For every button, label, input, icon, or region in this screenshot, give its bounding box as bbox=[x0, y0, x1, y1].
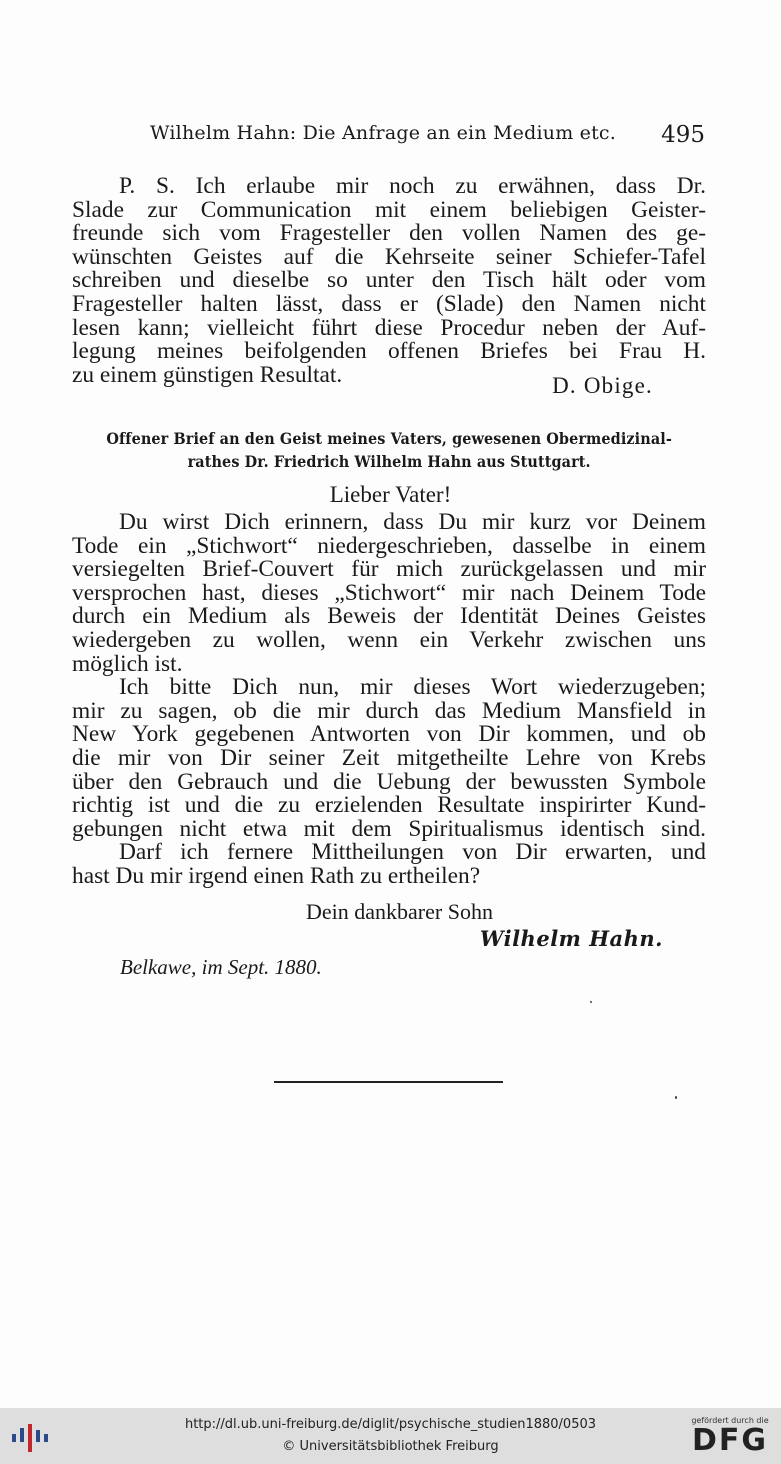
letter-line: mir zu sagen, ob die mir durch das Medium Mansfield in bbox=[72, 697, 706, 724]
dfg-funding-label: gefördert durch die bbox=[691, 1416, 769, 1425]
letter-salutation: Lieber Vater! bbox=[329, 482, 452, 507]
letter-closing: Dein dankbarer Sohn bbox=[306, 899, 493, 924]
letter-line: über den Gebrauch und die Uebung der bewussten Symbole bbox=[72, 768, 706, 795]
postscript-line: zu einem günstigen Resultat. bbox=[72, 361, 343, 388]
letter-line: versprochen hast, dieses „Stichwort“ mir nach Deinem Tode bbox=[72, 579, 706, 606]
postscript-signoff: D. Obige. bbox=[552, 373, 653, 398]
page-number: 495 bbox=[661, 122, 705, 148]
postscript-line: Fragesteller halten lässt, dass er (Slade) den Namen nicht bbox=[72, 290, 706, 317]
letter-heading-line: Offener Brief an den Geist meines Vaters, gewesenen Obermedizinal- bbox=[106, 429, 672, 448]
viewer-footer bbox=[0, 1408, 781, 1464]
running-header bbox=[150, 122, 705, 152]
letter-line: gebungen nicht etwa mit dem Spiritualismus identisch sind. bbox=[72, 815, 706, 842]
postscript-line: legung meines beifolgenden offenen Briefes bei Frau H. bbox=[72, 338, 706, 365]
letter-line: versiegelten Brief-Couvert für mich zurückgelassen und mir bbox=[72, 556, 706, 583]
letter-line: Tode ein „Stichwort“ niedergeschrieben, dasselbe in einem bbox=[72, 532, 706, 559]
section-divider bbox=[274, 1081, 503, 1083]
dfg-logo[interactable] bbox=[689, 1416, 771, 1460]
letter-line: durch ein Medium als Beweis der Identität Deines Geistes bbox=[72, 603, 706, 630]
letter-line: hast Du mir irgend einen Rath zu ertheilen? bbox=[72, 862, 481, 889]
letter-line: Du wirst Dich erinnern, dass Du mir kurz vor Deinem bbox=[119, 509, 706, 535]
postscript-line: schreiben und dieselbe so unter den Tisch hält oder vom bbox=[72, 267, 706, 294]
print-speck bbox=[590, 1001, 592, 1003]
letter-place-date: Belkawe, im Sept. 1880. bbox=[120, 955, 322, 979]
document-url-link[interactable]: http://dl.ub.uni-freiburg.de/diglit/psychische_studien1880/0503 bbox=[184, 1417, 597, 1432]
print-speck bbox=[675, 1096, 677, 1099]
postscript-line: Slade zur Communication mit einem beliebigen Geister- bbox=[72, 196, 706, 223]
postscript-line: lesen kann; vielleicht führt diese Procedur neben der Auf- bbox=[72, 314, 706, 341]
postscript-line: freunde sich vom Fragesteller den vollen Namen des ge- bbox=[72, 220, 706, 247]
postscript-line: wünschten Geistes auf die Kehrseite seiner Schiefer-Tafel bbox=[72, 243, 706, 270]
letter-signature: Wilhelm Hahn. bbox=[479, 926, 663, 951]
postscript-line: P. S. Ich erlaube mir noch zu erwähnen, dass Dr. bbox=[119, 173, 706, 199]
letter-line: richtig ist und die zu erzielenden Resultate inspirirter Kund- bbox=[72, 792, 706, 819]
letter-line: Ich bitte Dich nun, mir dieses Wort wiederzugeben; bbox=[119, 674, 706, 701]
letter-line: die mir von Dir seiner Zeit mitgetheilte Lehre von Krebs bbox=[72, 744, 706, 771]
letter-line: Darf ich fernere Mittheilungen von Dir erwarten, und bbox=[119, 839, 706, 866]
letter-body bbox=[72, 511, 706, 889]
dfg-logo-text: DFG bbox=[691, 1423, 769, 1458]
letter-line: möglich ist. bbox=[72, 650, 183, 677]
letter-line: wiedergeben zu wollen, wenn ein Verkehr zwischen uns bbox=[72, 626, 706, 653]
postscript bbox=[72, 173, 706, 398]
letter-heading-line: rathes Dr. Friedrich Wilhelm Hahn aus Stuttgart. bbox=[187, 452, 591, 471]
letter-heading bbox=[72, 427, 706, 473]
copyright-notice: © Universitätsbibliothek Freiburg bbox=[282, 1439, 499, 1454]
running-title: Wilhelm Hahn: Die Anfrage an ein Medium etc. bbox=[150, 122, 617, 144]
letter-line: New York gegebenen Antworten von Dir kommen, und ob bbox=[72, 721, 706, 748]
